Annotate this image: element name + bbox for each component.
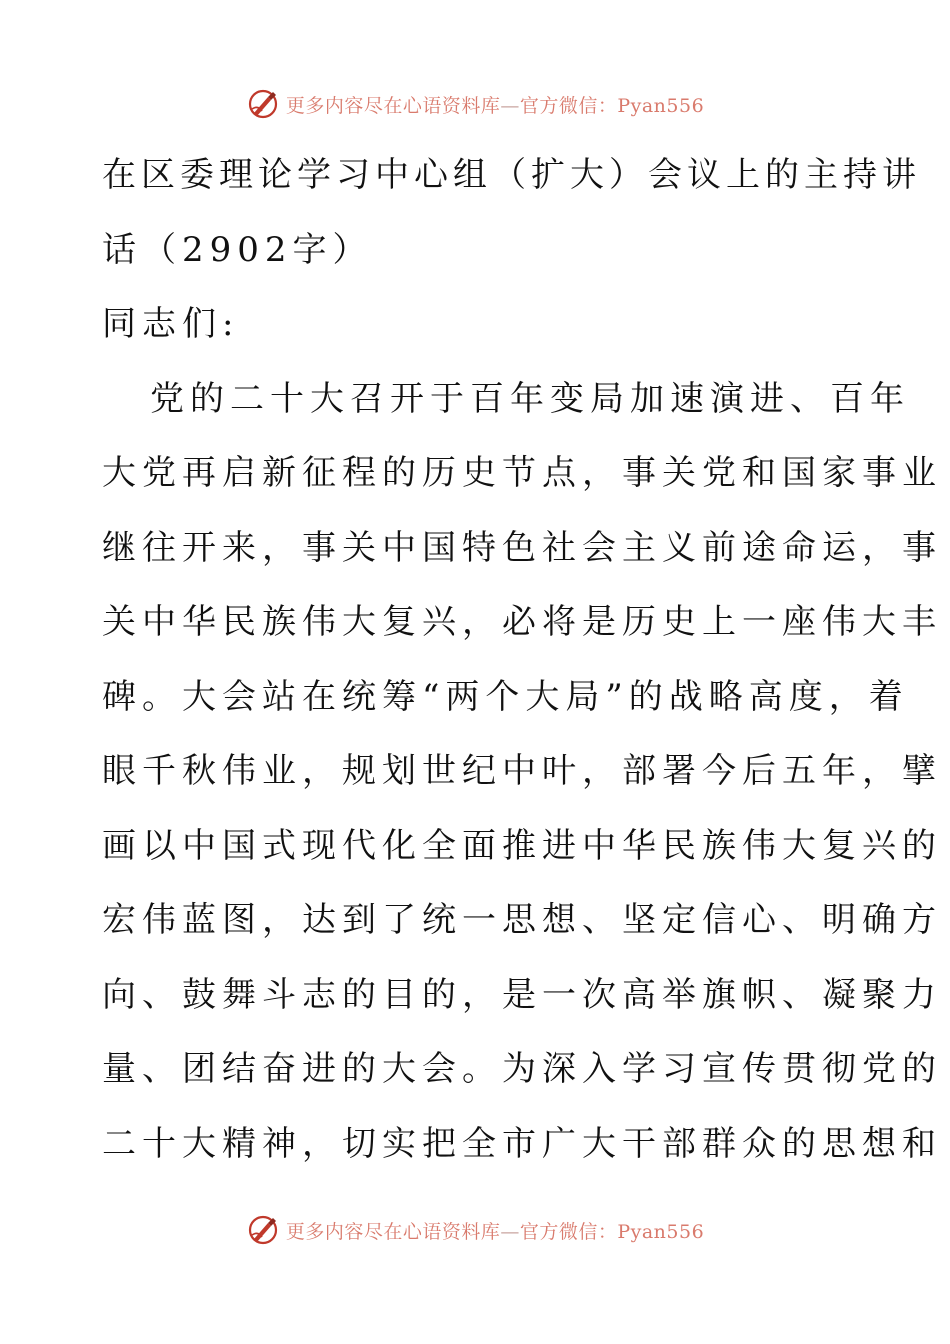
paragraph-line: 量、团结奋进的大会。为深入学习宣传贯彻党的 xyxy=(102,1049,942,1089)
document-title-line-2: 话（2902字） xyxy=(102,229,373,270)
paragraph-line: 关中华民族伟大复兴，必将是历史上一座伟大丰 xyxy=(102,602,942,642)
paragraph-line: 大党再启新征程的历史节点，事关党和国家事业 xyxy=(102,453,942,493)
watermark-text: 更多内容尽在心语资料库—官方微信：Pyan556 xyxy=(285,94,705,117)
paragraph-line: 继往开来，事关中国特色社会主义前途命运，事 xyxy=(102,527,942,568)
paragraph-line: 宏伟蓝图，达到了统一思想、坚定信心、明确方 xyxy=(102,900,942,940)
document-title-line-1: 在区委理论学习中心组（扩大）会议上的主持讲 xyxy=(102,155,921,195)
salutation: 同志们: xyxy=(102,304,240,344)
pen-logo-icon xyxy=(246,1213,280,1247)
paragraph-line: 党的二十大召开于百年变局加速演进、百年 xyxy=(150,378,910,419)
document-body xyxy=(102,138,942,1181)
watermark-text: 更多内容尽在心语资料库—官方微信：Pyan556 xyxy=(285,1220,705,1243)
header-watermark-banner xyxy=(0,84,950,124)
paragraph-line: 向、鼓舞斗志的目的，是一次高举旗帜、凝聚力 xyxy=(102,974,942,1015)
paragraph-line: 画以中国式现代化全面推进中华民族伟大复兴的 xyxy=(102,825,942,866)
pen-logo-icon xyxy=(246,87,280,121)
paragraph-line: 眼千秋伟业，规划世纪中叶，部署今后五年，擘 xyxy=(102,751,942,791)
paragraph-line: 二十大精神，切实把全市广大干部群众的思想和 xyxy=(102,1123,942,1164)
footer-watermark-banner xyxy=(0,1210,950,1250)
paragraph-line: 碑。大会站在统筹“两个大局”的战略高度，着 xyxy=(102,676,909,717)
